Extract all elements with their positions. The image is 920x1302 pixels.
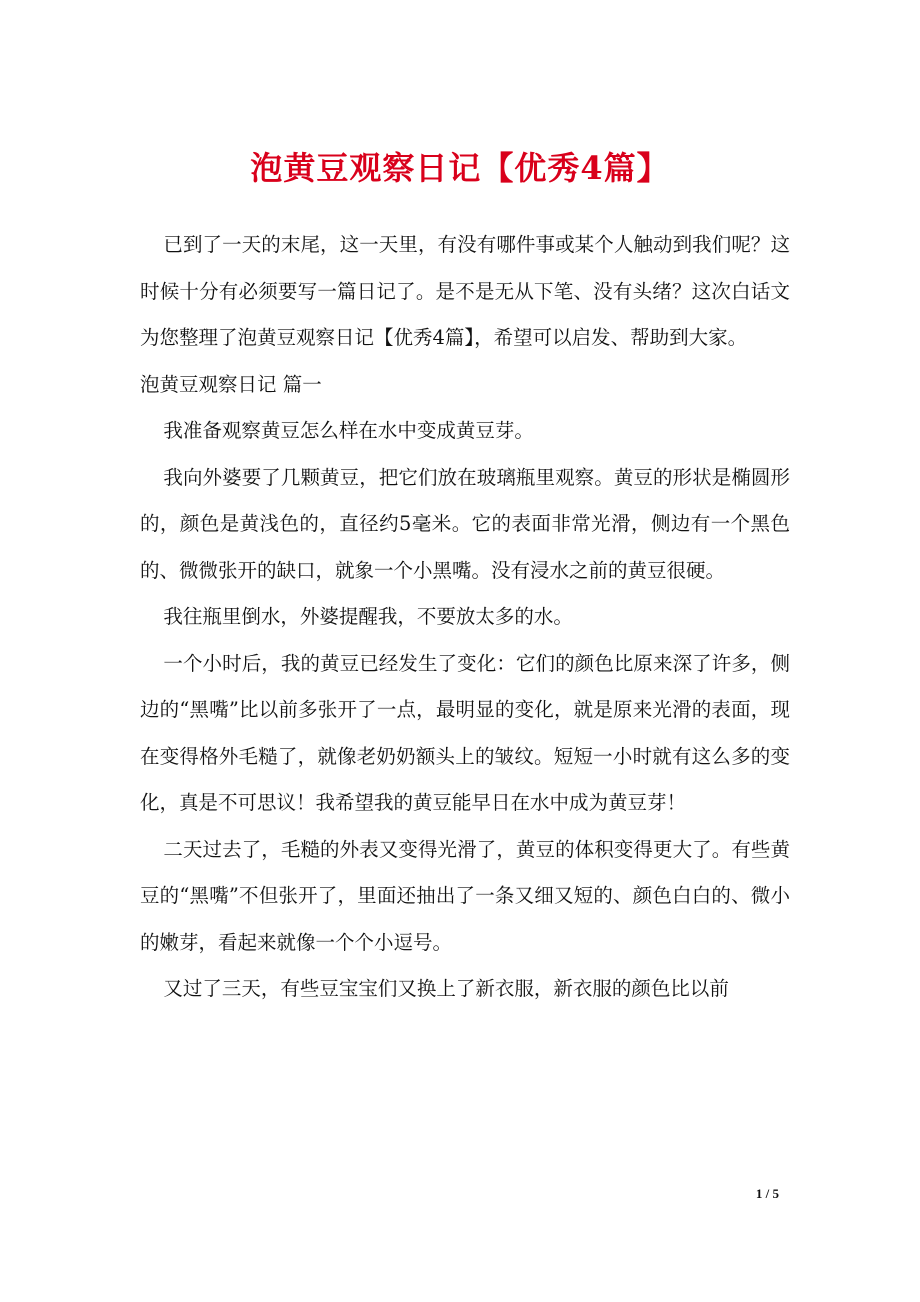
body-paragraph: 二天过去了，毛糙的外表又变得光滑了，黄豆的体积变得更大了。有些黄豆的“黑嘴”不但张开了，里面还抽出了一条又细又短的、颜色白白的、微小的嫩芽，看起来就像一个个小逗号。 (140, 837, 790, 954)
body-paragraph: 一个小时后，我的黄豆已经发生了变化：它们的颜色比原来深了许多，侧边的“黑嘴”比以前多张开了一点，最明显的变化，就是原来光滑的表面，现在变得格外毛糙了，就像老奶奶额头上的皱纹。短短一小时就有这么多的变化，真是不可思议！我希望我的黄豆能早日在水中成为黄豆芽！ (140, 651, 790, 814)
body-paragraph: 又过了三天，有些豆宝宝们又换上了新衣服，新衣服的颜色比以前 (163, 977, 729, 1000)
body-paragraph: 我往瓶里倒水，外婆提醒我，不要放太多的水。 (163, 605, 573, 628)
document-title: 泡黄豆观察日记【优秀4篇】 (250, 149, 670, 187)
document-body (140, 222, 790, 1013)
body-paragraph: 我向外婆要了几颗黄豆，把它们放在玻璃瓶里观察。黄豆的形状是椭圆形的，颜色是黄浅色的，直径约5毫米。它的表面非常光滑，侧边有一个黑色的、微微张开的缺口，就象一个小黑嘴。没有浸水之前的黄豆很硬。 (140, 465, 790, 582)
page-number: 1 / 5 (755, 1186, 779, 1201)
section-heading: 泡黄豆观察日记 篇一 (140, 372, 322, 396)
body-paragraph: 我准备观察黄豆怎么样在水中变成黄豆芽。 (163, 419, 534, 442)
intro-paragraph: 已到了一天的末尾，这一天里，有没有哪件事或某个人触动到我们呢？这时候十分有必须要写一篇日记了。是不是无从下笔、没有头绪？这次白话文为您整理了泡黄豆观察日记【优秀4篇】，希望可以启发、帮助到大家。 (140, 233, 790, 349)
